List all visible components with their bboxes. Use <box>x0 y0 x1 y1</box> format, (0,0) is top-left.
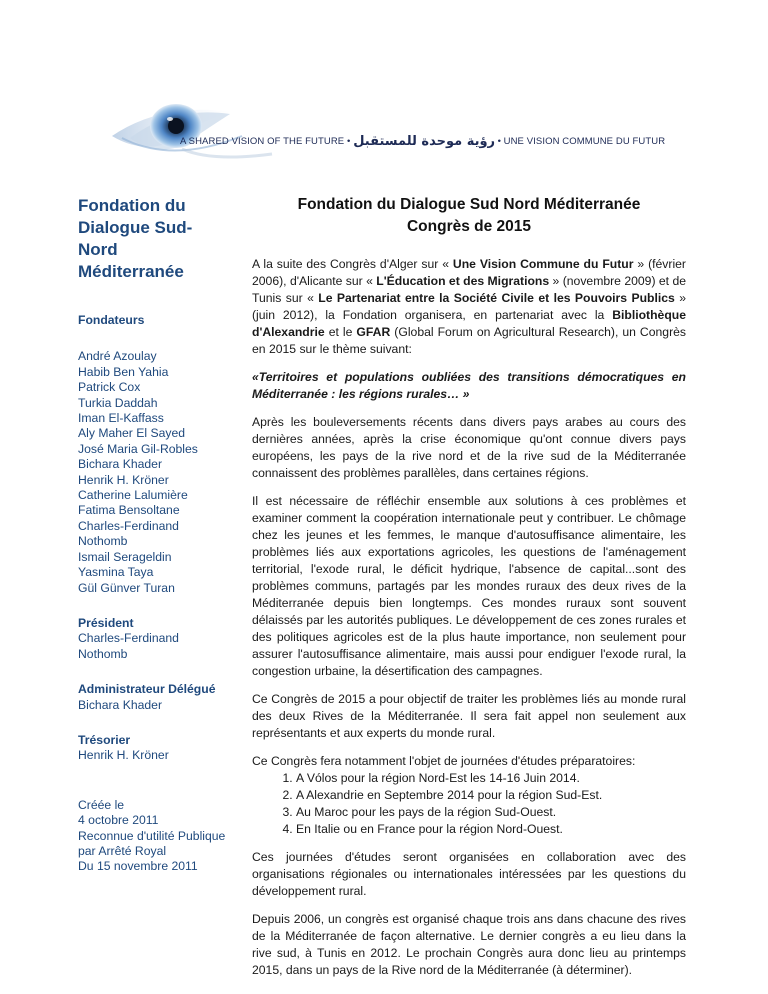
founder-item: Yasmina Taya <box>78 565 154 580</box>
paragraph: Il est nécessaire de réfléchir ensemble aux solutions à ces problèmes et examiner comment la coopération internationale peut y contribuer. Le chômage chez les jeunes et les femmes, le manque d'autosuffisance alimentaire, les problèmes liés aux exportations agricoles, les questions de l'aménagement territorial, l'exode rural, le déficit hydrique, l'absence de capital...sont des problèmes communs, partagés par les mondes ruraux des deux rives de la Méditerranée depuis bien longtemps. Ces mondes ruraux sont souvent délaissés par les autorités publiques. Le développement de ces zones rurales et des politiques agricoles est de la plus haute importance, non seulement pour assurer l'autosuffisance alimentaire, mais aussi pour endiguer l'exode rural, la congestion urbaine, la désertification des campagnes. <box>252 494 686 678</box>
intro-paragraph <box>252 256 686 358</box>
bold-run: L'Éducation et des Migrations <box>376 274 550 288</box>
president-section <box>78 616 226 662</box>
founder-item: André Azoulay <box>78 349 157 364</box>
list-item: 4. En Italie ou en France pour la région Nord-Ouest. <box>296 821 686 838</box>
paragraph: Ces journées d'études seront organisées en collaboration avec des organisations régionales ou internationales intéressées par les questions du développement rural. <box>252 850 686 898</box>
text-run: » (juin 2012), la Fondation organisera, en partenariat avec la <box>252 291 687 322</box>
theme-statement: «Territoires et populations oubliées des transitions démocratiques en Méditerranée : les régions rurales… » <box>252 370 686 401</box>
president-name: Charles-Ferdinand Nothomb <box>78 631 179 661</box>
list-item: 3. Au Maroc pour les pays de la région Sud-Ouest. <box>296 804 686 821</box>
paragraph: Depuis 2006, un congrès est organisé chaque trois ans dans chacune des rives de la Méditerranée de façon alternative. Le dernier congrès a eu lieu dans la rive sud, à Tunis en 2012. Le prochain Congrès aura donc lieu au printemps 2015, dans un pays de la Rive nord de la Méditerranée (à déterminer). <box>252 912 686 977</box>
admin-name: Bichara Khader <box>78 697 163 712</box>
treasurer-heading: Trésorier <box>78 732 131 747</box>
title-line1: Fondation du Dialogue Sud Nord Méditerranée <box>297 196 641 213</box>
founder-item: Bichara Khader <box>78 457 163 472</box>
founder-item: Turkia Daddah <box>78 395 158 410</box>
tagline-ar: رؤية موحدة للمستقبل <box>353 134 496 149</box>
president-heading: Président <box>78 615 134 630</box>
created-line: Du 15 novembre 2011 <box>78 859 198 874</box>
main-content <box>252 194 686 990</box>
admin-section <box>78 682 226 713</box>
creation-info <box>78 798 226 875</box>
founder-item: Charles-Ferdinand Nothomb <box>78 518 179 549</box>
header-tagline <box>180 134 665 149</box>
created-line: Créée le <box>78 797 125 812</box>
founder-item: Ismail Serageldin <box>78 549 172 564</box>
org-name: Fondation du Dialogue Sud-Nord Méditerranée <box>78 196 193 281</box>
text-run: (Global Forum on Agricultural Research), un Congrès en 2015 sur le thème suivant: <box>252 325 687 356</box>
list-item: 1. A Vólos pour la région Nord-Est les 14-16 Juin 2014. <box>296 770 686 787</box>
tagline-fr: UNE VISION COMMUNE DU FUTUR <box>503 136 666 147</box>
admin-heading: Administrateur Délégué <box>78 682 216 697</box>
founder-item: Patrick Cox <box>78 380 141 395</box>
text-run: » (février 2006), d'Alicante sur « <box>252 257 686 288</box>
bullet-icon: • <box>497 136 501 147</box>
paragraph: Ce Congrès fera notamment l'objet de journées d'études préparatoires: <box>252 754 636 768</box>
founder-item: Fatima Bensoltane <box>78 503 180 518</box>
bold-run: Le Partenariat entre la Société Civile et les Pouvoirs Publics <box>318 291 675 305</box>
founder-item: Habib Ben Yahia <box>78 364 169 379</box>
bullet-icon: • <box>347 136 351 147</box>
treasurer-name: Henrik H. Kröner <box>78 748 169 763</box>
text-run: et le <box>324 325 357 339</box>
bold-run: Une Vision Commune du Futur <box>452 257 634 271</box>
created-line: Reconnue d'utilité Publique par Arrêté Royal <box>78 828 226 858</box>
text-run: » (novembre 2009) et de Tunis sur « <box>252 274 687 305</box>
founder-item: Gül Günver Turan <box>78 580 175 595</box>
page-title <box>252 194 686 238</box>
sidebar <box>78 195 226 895</box>
founders-heading: Fondateurs <box>78 313 145 327</box>
founders-list <box>78 349 226 596</box>
founder-item: Henrik H. Kröner <box>78 472 169 487</box>
preparatory-list <box>252 770 686 838</box>
text-run: A la suite des Congrès d'Alger sur « <box>252 257 453 271</box>
founders-section <box>78 313 226 596</box>
paragraph: Après les bouleversements récents dans divers pays arabes au cours des dernières années, après la crise économique qu'ont connue divers pays européens, les pays de la rive nord et de la rive sud de la Méditerranée connaissent des problèmes parallèles, dans certaines régions. <box>252 415 686 480</box>
founder-item: Aly Maher El Sayed <box>78 426 186 441</box>
tagline-en: A SHARED VISION OF THE FUTURE <box>180 136 345 147</box>
founder-item: José Maria Gil-Robles <box>78 441 198 456</box>
list-item: 2. A Alexandrie en Septembre 2014 pour la région Sud-Est. <box>296 787 686 804</box>
founder-item: Iman El-Kaffass <box>78 411 164 426</box>
treasurer-section <box>78 733 226 764</box>
bold-run: Bibliothèque d'Alexandrie <box>252 308 686 339</box>
created-line: 4 octobre 2011 <box>78 813 159 828</box>
founder-item: Catherine Lalumière <box>78 488 188 503</box>
paragraph: Ce Congrès de 2015 a pour objectif de traiter les problèmes liés au monde rural des deux Rives de la Méditerranée. Il sera fait appel non seulement aux représentants et aux experts du monde rural. <box>252 692 686 740</box>
title-line2: Congrès de 2015 <box>406 218 532 235</box>
bold-run: GFAR <box>356 325 391 339</box>
